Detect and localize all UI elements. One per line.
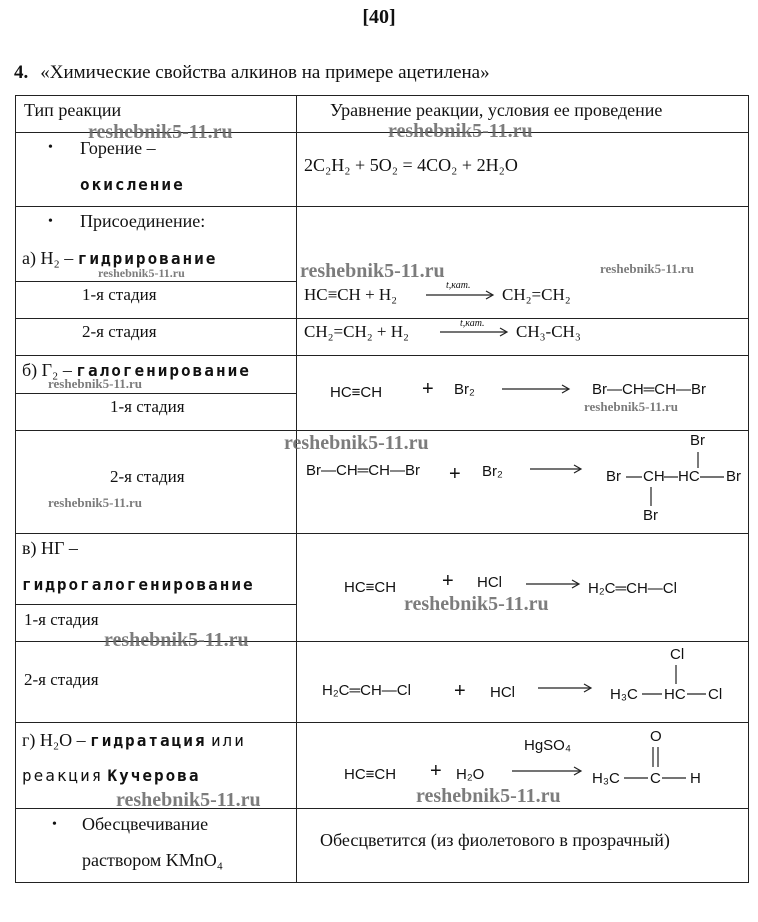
task-title: «Химические свойства алкинов на примере ацетилена» xyxy=(40,62,490,83)
watermark: reshebnik5-11.ru xyxy=(404,593,549,615)
hydrogenation-eq2-right: CH₃-CH₃ xyxy=(516,322,581,341)
watermark: reshebnik5-11.ru xyxy=(300,260,445,282)
combustion-equation: 2C₂H₂ + 5O₂ = 4CO₂ + 2H₂O xyxy=(304,155,518,175)
bond-lines xyxy=(580,722,710,792)
hydrogenation-eq1-condition: t,кат. xyxy=(446,280,471,291)
watermark: reshebnik5-11.ru xyxy=(48,376,143,391)
atom-cl: Cl xyxy=(670,646,685,663)
plus-sign: + xyxy=(422,378,434,400)
kucherov-label xyxy=(22,766,201,786)
hydrogenation-eq2-condition: t,кат. xyxy=(460,318,485,329)
addition-label: Присоединение: xyxy=(80,211,206,231)
hydrohalogenation-s2-reactant: H₂C═CH—Cl xyxy=(322,682,411,699)
atom-h: H xyxy=(690,770,701,787)
watermark: reshebnik5-11.ru xyxy=(98,266,185,280)
reaction-arrow-icon xyxy=(538,682,596,694)
bond-lines xyxy=(600,430,748,530)
halogenation-stage2: 2-я стадия xyxy=(110,467,185,486)
hydrogenation-eq2-left: CH₂=CH₂ + H₂ xyxy=(304,322,409,341)
bond-lines xyxy=(600,640,748,720)
header-reaction-type: Тип реакции xyxy=(24,100,122,120)
halogenation-s2-reagent: Br₂ xyxy=(482,463,503,480)
kucherov-name: Кучерова xyxy=(107,766,201,785)
hydration-name: гидратация xyxy=(90,731,207,750)
watermark: reshebnik5-11.ru xyxy=(416,785,561,807)
reaction-arrow-icon xyxy=(426,289,498,301)
reaction-arrow-icon xyxy=(512,765,586,777)
hydration-reactant: HC≡CH xyxy=(344,766,397,783)
watermark: reshebnik5-11.ru xyxy=(600,261,695,276)
halogenation-prefix: б) Г₂ – xyxy=(22,360,72,380)
halogenation-s2-reactant: Br—CH═CH—Br xyxy=(306,462,420,479)
reaction-arrow-icon xyxy=(526,578,584,590)
atom-h3c: H₃C xyxy=(592,770,620,787)
watermark: reshebnik5-11.ru xyxy=(104,629,249,651)
combustion-label: Горение – xyxy=(80,138,156,158)
plus-sign: + xyxy=(454,680,466,702)
atom-h3c: H₃C xyxy=(610,686,638,703)
halogenation-name: галогенирование xyxy=(76,361,251,380)
bullet: • xyxy=(48,140,53,155)
hydrohalogenation-prefix: в) НГ – xyxy=(22,538,78,558)
halogenation-s1-reactant: HC≡CH xyxy=(330,384,383,401)
halogenation-s1-product: Br—CH═CH—Br xyxy=(592,381,706,398)
hydrohalogenation-stage2: 2-я стадия xyxy=(24,670,99,689)
hydrohalogenation-s1-reactant: HC≡CH xyxy=(344,579,397,596)
watermark: reshebnik5-11.ru xyxy=(284,432,429,454)
atom-c: C xyxy=(650,770,661,787)
watermark: reshebnik5-11.ru xyxy=(88,121,233,143)
hydrohalogenation-s1-product: H₂C═CH—Cl xyxy=(588,580,677,597)
hydrohalogenation-s1-reagent: HCl xyxy=(477,574,502,591)
watermark: reshebnik5-11.ru xyxy=(48,495,143,510)
watermark: reshebnik5-11.ru xyxy=(584,399,679,414)
atom-br: Br xyxy=(726,468,741,485)
atom-hc: HC xyxy=(678,468,700,485)
hydrohalogenation-name: гидрогалогенирование xyxy=(22,575,255,594)
hydrogenation-stage2: 2-я стадия xyxy=(82,322,157,341)
hydration-catalyst: HgSO₄ xyxy=(524,737,571,754)
atom-o: O xyxy=(650,728,662,745)
combustion-type: окисление xyxy=(80,175,185,194)
hydration-or: или xyxy=(210,731,246,750)
kmno4-label: Обесцвечивание xyxy=(82,814,209,834)
hydrogenation-eq1-left: HC≡CH + H₂ xyxy=(304,285,398,304)
atom-ch: CH xyxy=(643,468,665,485)
halogenation-s1-reagent: Br₂ xyxy=(454,381,475,398)
atom-br: Br xyxy=(606,468,621,485)
hydrohalogenation-s2-reagent: HCl xyxy=(490,684,515,701)
halogenation-stage1: 1-я стадия xyxy=(110,397,185,416)
watermark: reshebnik5-11.ru xyxy=(388,120,533,142)
hydrogenation-eq1-right: CH₂=CH₂ xyxy=(502,285,571,304)
reaction-arrow-icon xyxy=(530,463,586,475)
kmno4-result: Обесцветится (из фиолетового в прозрачный) xyxy=(320,830,670,850)
hydration-prefix: г) H₂O – xyxy=(22,730,86,750)
atom-hc: HC xyxy=(664,686,686,703)
reaction-arrow-icon xyxy=(440,326,512,338)
hydration-label xyxy=(22,730,246,751)
kmno4-label-2: раствором KMnO₄ xyxy=(82,850,224,870)
atom-br: Br xyxy=(643,507,658,524)
hydrogenation-name: гидрирование xyxy=(77,249,218,268)
hydration-reagent: H₂O xyxy=(456,766,485,783)
watermark: reshebnik5-11.ru xyxy=(116,789,261,811)
hydrogenation-stage1: 1-я стадия xyxy=(82,285,157,304)
atom-cl: Cl xyxy=(708,686,723,703)
bullet: • xyxy=(52,817,57,832)
atom-br: Br xyxy=(690,432,705,449)
plus-sign: + xyxy=(442,570,454,592)
task-heading xyxy=(14,62,490,84)
reaction-arrow-icon xyxy=(502,383,574,395)
bullet: • xyxy=(48,214,53,229)
plus-sign: + xyxy=(430,760,442,782)
header-equation: Уравнение реакции, условия ее проведение xyxy=(330,100,663,120)
plus-sign: + xyxy=(449,463,461,485)
task-number: 4. xyxy=(14,62,29,83)
kucherov-prefix: реакция xyxy=(22,766,104,785)
hydrohalogenation-stage1: 1-я стадия xyxy=(24,610,99,629)
page-number: [40] xyxy=(362,6,396,28)
hydrogenation-prefix: а) H₂ – xyxy=(22,248,74,268)
